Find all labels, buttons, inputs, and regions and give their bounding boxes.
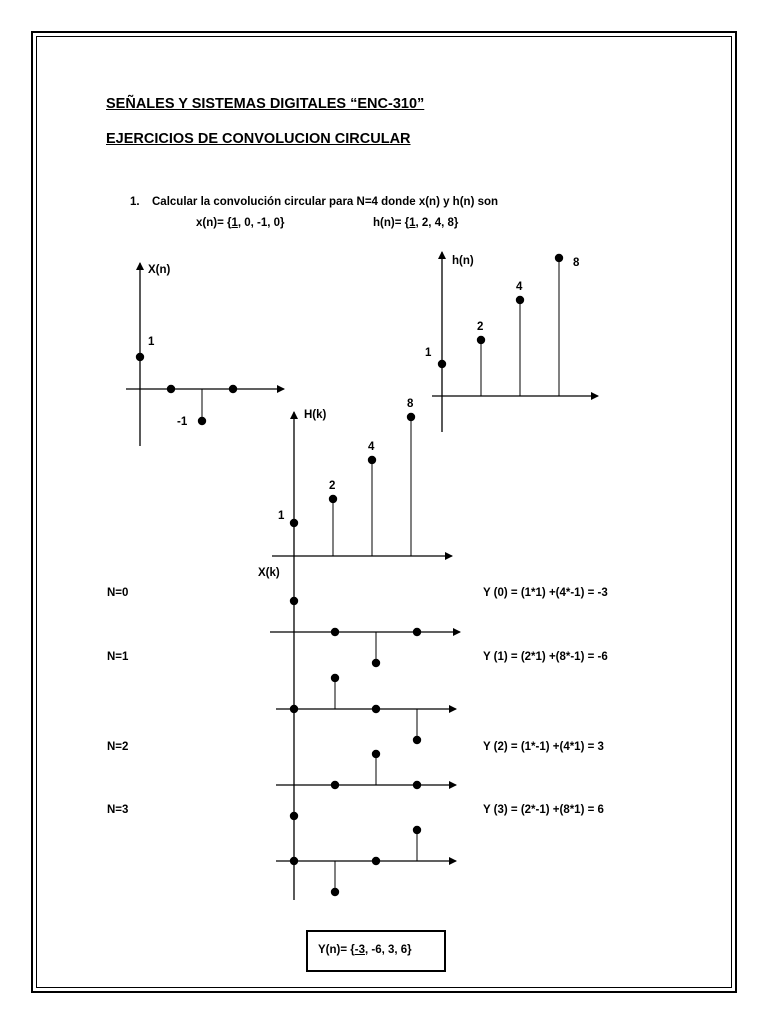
hk-axis-label: H(k) xyxy=(304,409,327,421)
exercise-statement: Calcular la convolución circular para N=4 donde x(n) y h(n) son xyxy=(152,196,499,208)
equation-2: Y (2) = (1*-1) +(4*1) = 3 xyxy=(483,741,604,753)
hk-point-3 xyxy=(407,413,415,421)
n-label-1: N=1 xyxy=(107,651,129,663)
row-2-point-2 xyxy=(372,750,380,758)
row-3-point-1 xyxy=(331,888,339,896)
row-1-point-2 xyxy=(372,705,380,713)
hn-value-label-0: 1 xyxy=(425,347,432,359)
row-0-point-2 xyxy=(372,659,380,667)
xn-plot xyxy=(126,263,284,446)
hk-value-label-0: 1 xyxy=(278,510,285,522)
row-1-point-3 xyxy=(413,736,421,744)
row-0-point-1 xyxy=(331,628,339,636)
row-3-point-2 xyxy=(372,857,380,865)
equation-1: Y (1) = (2*1) +(8*-1) = -6 xyxy=(483,651,608,663)
xk-axis-label: X(k) xyxy=(258,567,280,579)
hn-point-2 xyxy=(516,296,524,304)
hk-value-label-2: 4 xyxy=(368,441,375,453)
result-sequence: Y(n)= {-3, -6, 3, 6} xyxy=(318,944,412,956)
x-sequence-definition: x(n)= {1, 0, -1, 0} xyxy=(196,217,285,229)
xn-point-1 xyxy=(167,385,175,393)
hn-point-0 xyxy=(438,360,446,368)
result-box xyxy=(306,930,446,972)
row-0-point-0 xyxy=(290,597,298,605)
hn-plot xyxy=(425,252,598,432)
shifted-xk-plots xyxy=(270,597,460,896)
hn-value-label-3: 8 xyxy=(573,257,580,269)
xn-point-2 xyxy=(198,417,206,425)
hk-point-0 xyxy=(290,519,298,527)
exercise-number: 1. xyxy=(130,196,140,208)
title-main: SEÑALES Y SISTEMAS DIGITALES xyxy=(106,96,351,112)
row-3-point-0 xyxy=(290,857,298,865)
row-0-point-3 xyxy=(413,628,421,636)
xn-value-label-0: 1 xyxy=(148,336,155,348)
hn-value-label-1: 2 xyxy=(477,321,484,333)
n-label-0: N=0 xyxy=(107,587,129,599)
row-2-point-3 xyxy=(413,781,421,789)
hn-point-1 xyxy=(477,336,485,344)
xn-point-0 xyxy=(136,353,144,361)
course-code: “ENC-310” xyxy=(350,96,425,112)
h-sequence-definition: h(n)= {1, 2, 4, 8} xyxy=(373,217,459,229)
hk-value-label-1: 2 xyxy=(329,480,336,492)
n-label-2: N=2 xyxy=(107,741,129,753)
hk-plot xyxy=(272,398,452,900)
row-2-point-1 xyxy=(331,781,339,789)
row-1-point-0 xyxy=(290,705,298,713)
row-3-point-3 xyxy=(413,826,421,834)
equation-0: Y (0) = (1*1) +(4*-1) = -3 xyxy=(483,587,608,599)
equation-3: Y (3) = (2*-1) +(8*1) = 6 xyxy=(483,804,604,816)
xn-point-3 xyxy=(229,385,237,393)
n-label-3: N=3 xyxy=(107,804,129,816)
xn-axis-label: X(n) xyxy=(148,264,171,276)
hk-value-label-3: 8 xyxy=(407,398,414,410)
hk-point-2 xyxy=(368,456,376,464)
hn-value-label-2: 4 xyxy=(516,281,523,293)
row-1-point-1 xyxy=(331,674,339,682)
hk-point-1 xyxy=(329,495,337,503)
row-2-point-0 xyxy=(290,812,298,820)
hn-point-3 xyxy=(555,254,563,262)
document-subtitle: EJERCICIOS DE CONVOLUCION CIRCULAR xyxy=(106,131,411,147)
xn-value-label-2: -1 xyxy=(177,416,188,428)
hn-axis-label: h(n) xyxy=(452,255,474,267)
